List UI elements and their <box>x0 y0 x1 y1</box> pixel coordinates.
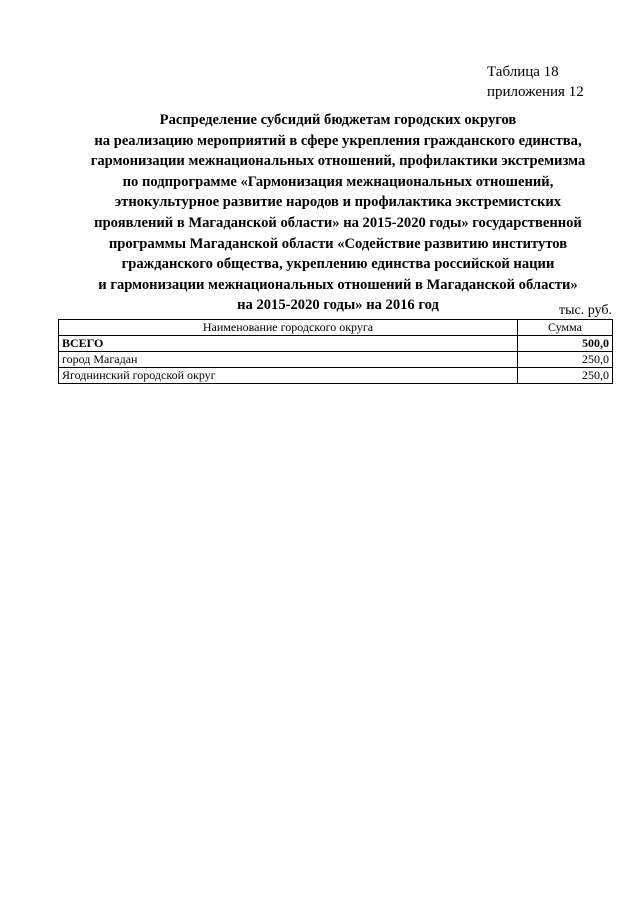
table-number: Таблица 18 <box>487 64 559 80</box>
title-line: гармонизации межнациональных отношений, профилактики экстремизма <box>90 153 586 170</box>
table-header-row <box>59 320 613 336</box>
column-header-sum: Сумма <box>518 320 613 336</box>
row-name: ВСЕГО <box>59 336 518 352</box>
row-sum: 250,0 <box>518 368 613 384</box>
table-reference <box>487 62 584 102</box>
row-sum: 500,0 <box>518 336 613 352</box>
title-line: и гармонизации межнациональных отношений в Магаданской области» <box>98 276 578 293</box>
title-line: на 2015-2020 годы» на 2016 год <box>237 297 439 314</box>
title-line: по подпрограмме «Гармонизация межнациональных отношений, <box>122 173 554 190</box>
units-label: тыс. руб. <box>559 303 612 318</box>
row-name: город Магадан <box>59 352 518 368</box>
table-row-total <box>59 336 613 352</box>
title-line: программы Магаданской области «Содействие развитию институтов <box>108 235 568 252</box>
column-header-name: Наименование городского округа <box>59 320 518 336</box>
table-row <box>59 352 613 368</box>
subsidy-table <box>58 319 613 384</box>
title-line: на реализацию мероприятий в сфере укрепления гражданского единства, <box>94 132 582 149</box>
document-title <box>60 110 616 316</box>
table-row <box>59 368 613 384</box>
row-sum: 250,0 <box>518 352 613 368</box>
title-line: гражданского общества, укреплению единства российской нации <box>121 256 555 273</box>
title-line: Распределение субсидий бюджетам городских округов <box>159 112 517 128</box>
appendix-number: приложения 12 <box>487 84 584 100</box>
title-line: проявлений в Магаданской области» на 2015-2020 годы» государственной <box>94 214 582 231</box>
title-line: этнокультурное развитие народов и профилактика экстремистских <box>114 194 562 211</box>
row-name: Ягоднинский городской округ <box>59 368 518 384</box>
